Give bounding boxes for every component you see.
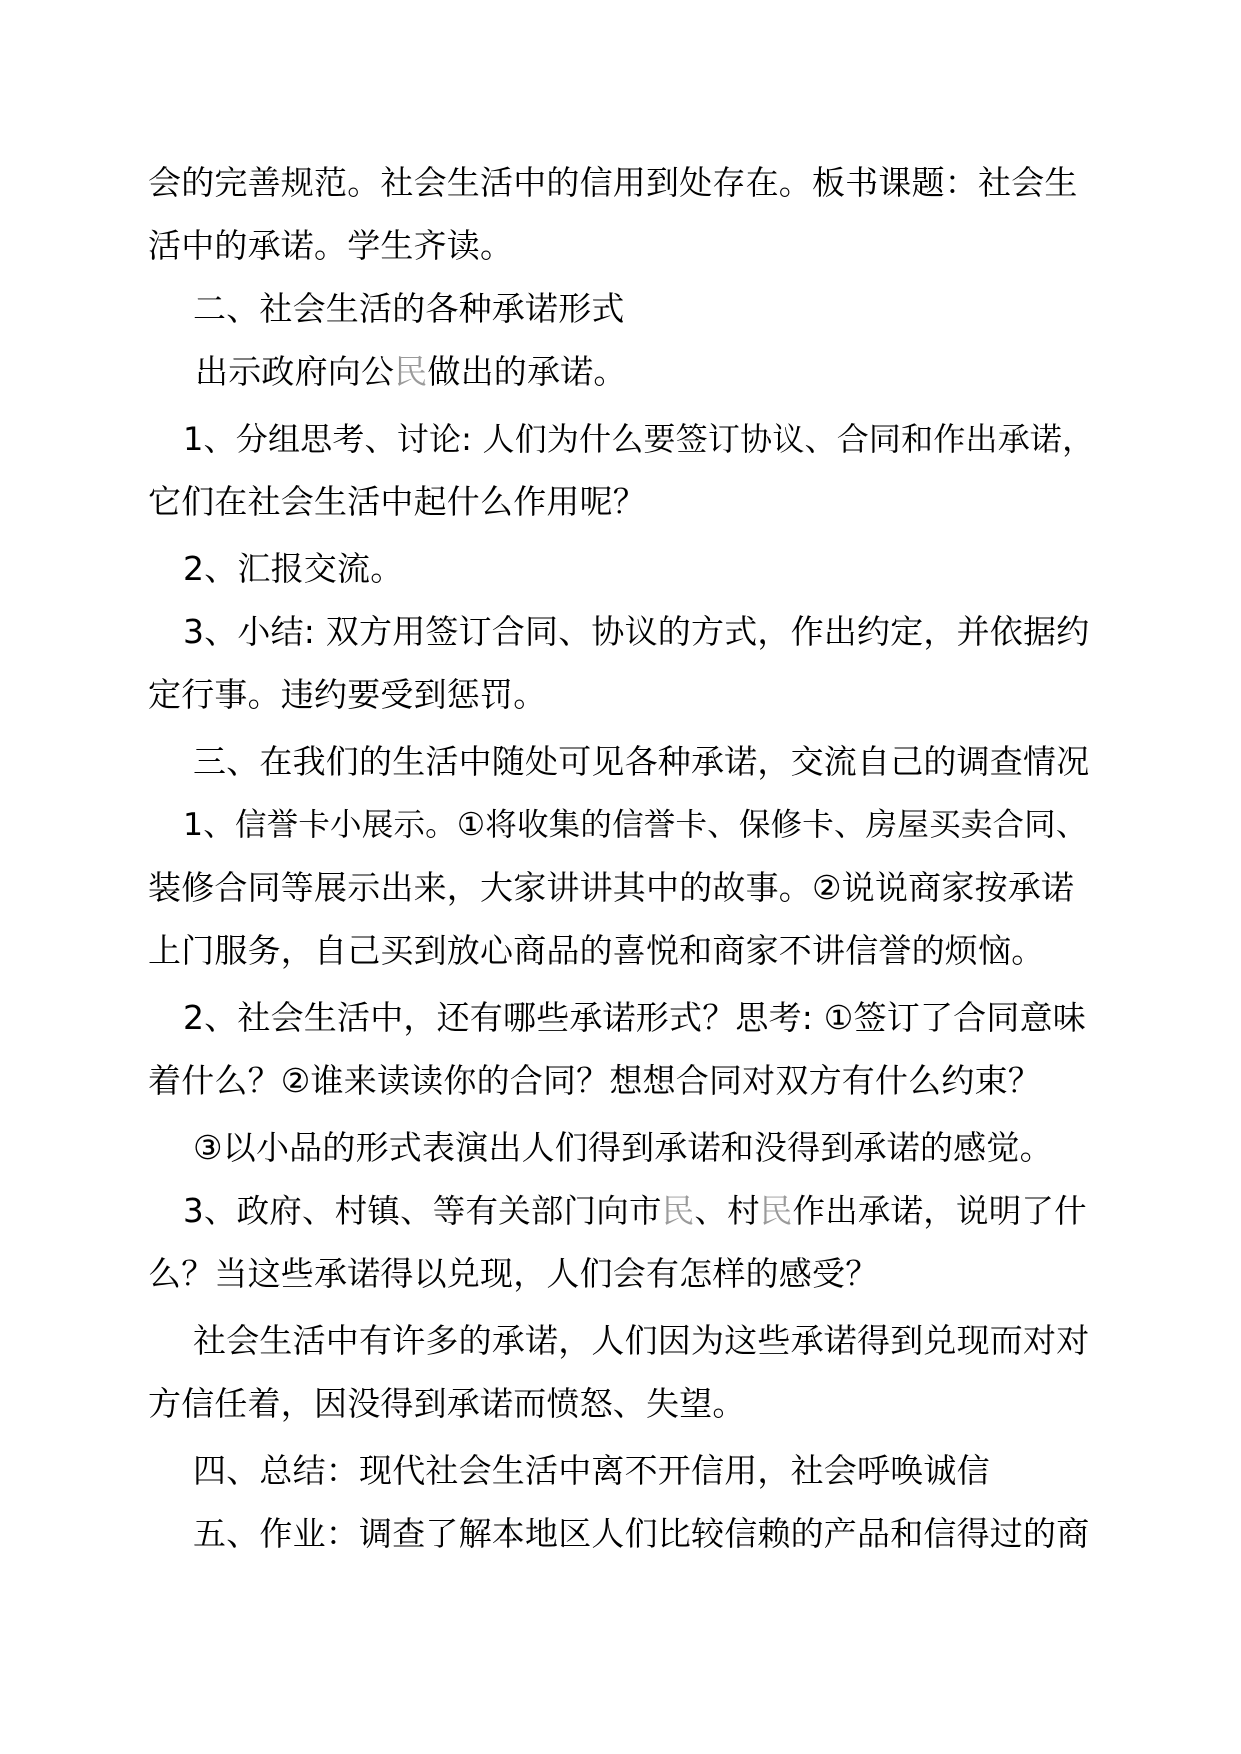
paragraph-line: 上门服务，自己买到放心商品的喜悦和商家不讲信誉的烦恼。 <box>148 931 1045 970</box>
paragraph-line <box>195 352 627 392</box>
paragraph-line: 着什么？②谁来读读你的合同？想想合同对双方有什么约束？ <box>148 1061 1041 1100</box>
paragraph-line: 会的完善规范。社会生活中的信用到处存在。板书课题：社会生 <box>148 163 1078 202</box>
faded-character: 民 <box>661 1192 695 1230</box>
text-fragment: 作出承诺，说明了什 <box>792 1192 1087 1230</box>
list-item: 2、社会生活中，还有哪些承诺形式？思考: ①签订了合同意味 <box>183 998 1086 1037</box>
section-heading: 二、社会生活的各种承诺形式 <box>193 289 625 328</box>
section-heading: 四、总结：现代社会生活中离不开信用，社会呼唤诚信 <box>193 1451 990 1490</box>
list-item <box>183 1191 1087 1231</box>
section-heading: 三、在我们的生活中随处可见各种承诺，交流自己的调查情况 <box>193 742 1090 781</box>
paragraph-line: 么？当这些承诺得以兑现，人们会有怎样的感受？ <box>148 1254 879 1293</box>
faded-character: 民 <box>394 352 428 391</box>
list-item: 1、信誉卡小展示。①将收集的信誉卡、保修卡、房屋买卖合同、 <box>183 807 1088 843</box>
faded-character: 民 <box>759 1192 793 1230</box>
paragraph-line: 方信任着，因没得到承诺而愤怒、失望。 <box>148 1384 746 1423</box>
paragraph-line: 装修合同等展示出来，大家讲讲其中的故事。②说说商家按承诺 <box>148 868 1075 907</box>
section-heading: 五、作业：调查了解本地区人们比较信赖的产品和信得过的商 <box>193 1514 1090 1553</box>
text-fragment: 做出的承诺。 <box>427 352 627 391</box>
text-fragment: 出示政府向公 <box>195 352 395 391</box>
text-fragment: 3、政府、村镇、等有关部门向市 <box>183 1192 662 1230</box>
paragraph-line: 社会生活中有许多的承诺，人们因为这些承诺得到兑现而对对 <box>193 1321 1090 1360</box>
list-item: 2、汇报交流。 <box>183 549 404 588</box>
paragraph-line: 定行事。违约要受到惩罚。 <box>148 675 547 714</box>
text-fragment: 、村 <box>694 1192 760 1230</box>
paragraph-line: 它们在社会生活中起什么作用呢？ <box>148 482 646 521</box>
paragraph-line: 活中的承诺。学生齐读。 <box>148 226 514 265</box>
paragraph-line: ③以小品的形式表演出人们得到承诺和没得到承诺的感觉。 <box>193 1128 1053 1167</box>
list-item: 3、小结: 双方用签订合同、协议的方式，作出约定，并依据约 <box>183 612 1090 651</box>
list-item: 1、分组思考、讨论: 人们为什么要签订协议、合同和作出承诺， <box>183 420 1095 458</box>
